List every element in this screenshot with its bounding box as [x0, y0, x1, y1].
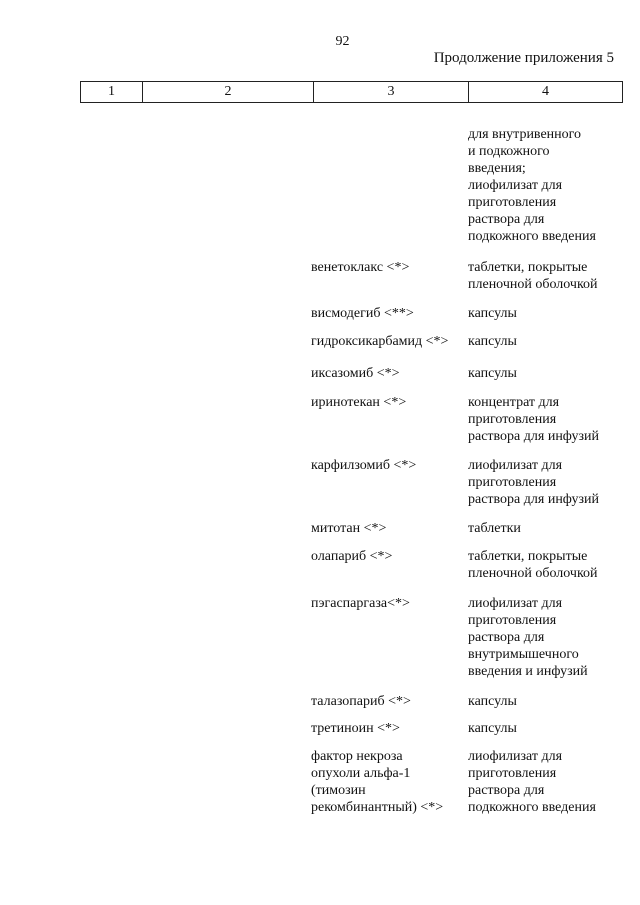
dosage-form-line: лиофилизат для — [468, 749, 563, 764]
dosage-form-cell — [468, 748, 628, 816]
dosage-form-line: раствора для — [468, 212, 545, 227]
drug-name-cell — [311, 748, 467, 816]
dosage-form-line: введения; — [468, 161, 526, 176]
drug-name-cell — [311, 394, 467, 411]
dosage-form-line: приготовления — [468, 766, 557, 781]
dosage-form-line: подкожного введения — [468, 229, 596, 244]
continuation-caption: Продолжение приложения 5 — [433, 50, 614, 66]
dosage-form-cell — [468, 305, 628, 322]
dosage-form-cell — [468, 365, 628, 382]
drug-name-cell — [311, 333, 467, 350]
table-header-row — [80, 81, 623, 103]
drug-name-line: иринотекан <*> — [311, 395, 407, 410]
dosage-form-line: капсулы — [468, 694, 517, 709]
drug-name-line: рекомбинантный) <*> — [311, 800, 444, 815]
header-column-3: 3 — [313, 82, 468, 102]
drug-name-cell — [311, 259, 467, 276]
dosage-form-line: приготовления — [468, 475, 557, 490]
drug-name-line: иксазомиб <*> — [311, 366, 400, 381]
dosage-form-line: внутримышечного — [468, 647, 579, 662]
dosage-form-line: лиофилизат для — [468, 458, 563, 473]
dosage-form-cell — [468, 520, 628, 537]
drug-name-line: карфилзомиб <*> — [311, 458, 417, 473]
dosage-form-line: пленочной оболочкой — [468, 277, 598, 292]
drug-name-line: опухоли альфа-1 — [311, 766, 411, 781]
dosage-form-line: капсулы — [468, 366, 517, 381]
drug-name-cell — [311, 693, 467, 710]
dosage-form-cell — [468, 259, 628, 293]
drug-name-line: (тимозин — [311, 783, 366, 798]
page-number: 92 — [335, 34, 350, 49]
dosage-form-line: капсулы — [468, 721, 517, 736]
dosage-form-line: раствора для — [468, 630, 545, 645]
header-column-2: 2 — [142, 82, 313, 102]
dosage-form-cell — [468, 693, 628, 710]
dosage-form-line: капсулы — [468, 334, 517, 349]
dosage-form-line: и подкожного — [468, 144, 550, 159]
dosage-form-cell — [468, 457, 628, 508]
dosage-form-line: таблетки, покрытые — [468, 260, 588, 275]
drug-name-cell — [311, 365, 467, 382]
drug-name-line: олапариб <*> — [311, 549, 393, 564]
dosage-form-line: капсулы — [468, 306, 517, 321]
dosage-form-line: для внутривенного — [468, 127, 582, 142]
header-column-4: 4 — [468, 82, 623, 102]
drug-name-cell — [311, 520, 467, 537]
drug-name-cell — [311, 305, 467, 322]
dosage-form-line: раствора для — [468, 783, 545, 798]
dosage-form-line: лиофилизат для — [468, 178, 563, 193]
dosage-form-line: раствора для инфузий — [468, 429, 600, 444]
header-column-1: 1 — [80, 82, 142, 102]
dosage-form-cell — [468, 595, 628, 680]
dosage-form-line: приготовления — [468, 412, 557, 427]
drug-name-cell — [311, 595, 467, 612]
drug-name-line: талазопариб <*> — [311, 694, 411, 709]
drug-name-line: пэгаспаргаза<*> — [311, 596, 410, 611]
dosage-form-line: таблетки, покрытые — [468, 549, 588, 564]
dosage-form-line: таблетки — [468, 521, 521, 536]
dosage-form-line: введения и инфузий — [468, 664, 588, 679]
dosage-form-line: концентрат для — [468, 395, 560, 410]
drug-name-cell — [311, 457, 467, 474]
dosage-form-line: пленочной оболочкой — [468, 566, 598, 581]
dosage-form-line: лиофилизат для — [468, 596, 563, 611]
drug-name-line: гидроксикарбамид <*> — [311, 334, 449, 349]
drug-name-cell — [311, 720, 467, 737]
dosage-form-cell — [468, 720, 628, 737]
dosage-form-cell — [468, 394, 628, 445]
drug-name-line: венетоклакс <*> — [311, 260, 410, 275]
drug-name-line: митотан <*> — [311, 521, 387, 536]
dosage-form-cell — [468, 548, 628, 582]
dosage-form-line: приготовления — [468, 613, 557, 628]
dosage-form-line: подкожного введения — [468, 800, 596, 815]
dosage-form-line: раствора для инфузий — [468, 492, 600, 507]
drug-name-cell — [311, 548, 467, 565]
dosage-form-line: приготовления — [468, 195, 557, 210]
drug-name-line: висмодегиб <**> — [311, 306, 414, 321]
dosage-form-cell — [468, 126, 628, 245]
dosage-form-cell — [468, 333, 628, 350]
drug-name-line: третиноин <*> — [311, 721, 400, 736]
drug-name-line: фактор некроза — [311, 749, 403, 764]
